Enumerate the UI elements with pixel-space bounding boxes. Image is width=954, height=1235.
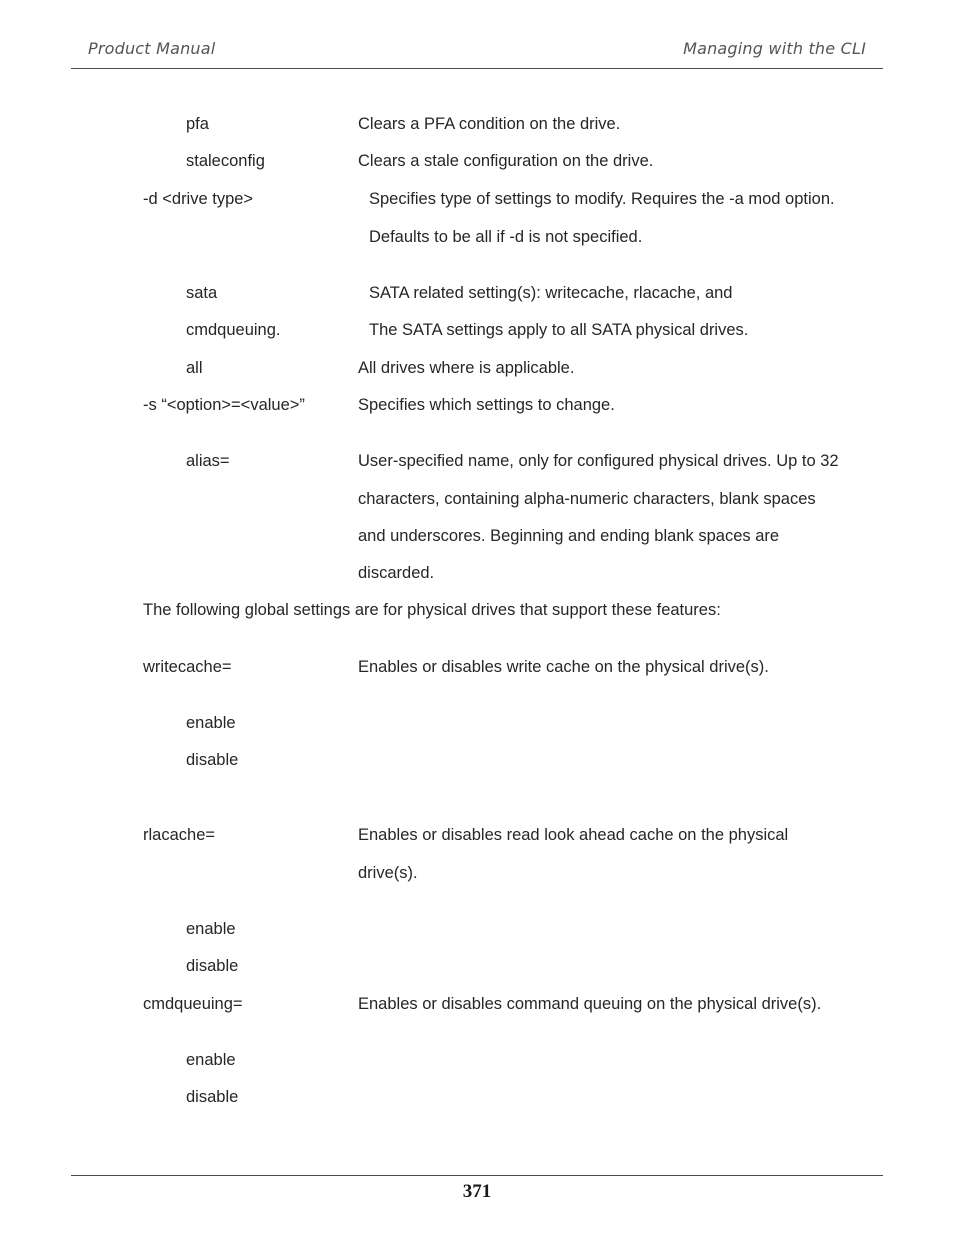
desc-alias-line2: characters, containing alpha-numeric characters, blank spaces	[358, 490, 816, 508]
desc-sata: SATA related setting(s): writecache, rlacache, and	[369, 284, 733, 302]
term-all: all	[186, 359, 203, 377]
desc-s-option: Specifies which settings to change.	[358, 396, 615, 414]
writecache-enable: enable	[186, 714, 236, 732]
header-rule	[71, 68, 883, 69]
term-s-option: -s “<option>=<value>”	[143, 396, 305, 414]
desc-all: All drives where is applicable.	[358, 359, 575, 377]
desc-pfa: Clears a PFA condition on the drive.	[358, 115, 621, 133]
term-cmdqueuing-dot: cmdqueuing.	[186, 321, 281, 339]
term-cmdqueuing: cmdqueuing=	[143, 995, 243, 1013]
footer-rule	[71, 1175, 883, 1176]
desc-alias-line3: and underscores. Beginning and ending blank spaces are	[358, 527, 780, 545]
desc-d-option-line1: Specifies type of settings to modify. Requires the -a mod option.	[369, 190, 835, 208]
rlacache-disable: disable	[186, 957, 239, 975]
desc-alias-line1: User-specified name, only for configured physical drives. Up to 32	[358, 452, 839, 470]
term-pfa: pfa	[186, 115, 209, 133]
global-settings-note: The following global settings are for physical drives that support these features:	[143, 601, 721, 619]
desc-staleconfig: Clears a stale configuration on the drive.	[358, 152, 654, 170]
term-d-option: -d <drive type>	[143, 190, 254, 208]
desc-d-option-line2: Defaults to be all if -d is not specified.	[369, 228, 643, 246]
desc-cmdqueuing: Enables or disables command queuing on the physical drive(s).	[358, 995, 822, 1013]
desc-alias-line4: discarded.	[358, 564, 435, 582]
header-left-title: Product Manual	[88, 39, 216, 58]
header-right-title: Managing with the CLI	[683, 39, 866, 58]
term-writecache: writecache=	[143, 658, 232, 676]
page-number: 371	[462, 1181, 492, 1202]
writecache-disable: disable	[186, 751, 239, 769]
rlacache-enable: enable	[186, 920, 236, 938]
cmdqueuing-disable: disable	[186, 1088, 239, 1106]
term-rlacache: rlacache=	[143, 826, 216, 844]
desc-rlacache-line1: Enables or disables read look ahead cache on the physical	[358, 826, 789, 844]
desc-cmdqueuing-dot: The SATA settings apply to all SATA physical drives.	[369, 321, 749, 339]
term-staleconfig: staleconfig	[186, 152, 265, 170]
desc-rlacache-line2: drive(s).	[358, 864, 418, 882]
term-sata: sata	[186, 284, 218, 302]
desc-writecache: Enables or disables write cache on the physical drive(s).	[358, 658, 769, 676]
cmdqueuing-enable: enable	[186, 1051, 236, 1069]
term-alias: alias=	[186, 452, 230, 470]
